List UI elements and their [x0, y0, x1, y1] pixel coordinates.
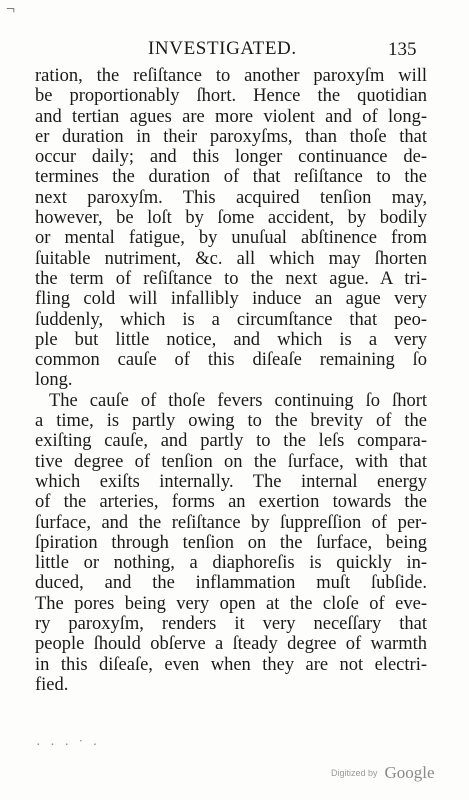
- text-line: exiſting cauſe, and partly to the leſs compara-: [35, 431, 427, 452]
- text-line: termines the duration of that reſiſtance to the: [35, 167, 427, 188]
- watermark-google-logo: Google: [384, 763, 435, 782]
- text-line: ſurface, and the reſiſtance by ſuppreſſion of per-: [35, 512, 427, 533]
- running-title: INVESTIGATED.: [148, 38, 297, 59]
- text-line: the term of reſiſtance to the next ague. A tri-: [35, 268, 427, 289]
- text-line: or mental fatigue, by unuſual abſtinence from: [35, 228, 427, 249]
- text-line: duced, and the inflammation muſt ſubſide.: [35, 573, 427, 594]
- google-watermark: [331, 763, 435, 785]
- page-number: 135: [388, 39, 417, 60]
- text-line: however, be loſt by ſome accident, by bodily: [35, 208, 427, 229]
- text-line: long.: [35, 370, 73, 391]
- body-text: [35, 66, 427, 695]
- text-line: which exiſts internally. The internal energy: [35, 471, 427, 492]
- paragraph-container: [35, 66, 427, 695]
- text-line: fling cold will infallibly induce an ague very: [35, 289, 427, 310]
- paragraph: [35, 391, 427, 695]
- text-line: The cauſe of thoſe fevers continuing ſo ſhort: [49, 390, 427, 411]
- text-line: occur daily; and this longer continuance de-: [35, 147, 427, 168]
- text-line: fied.: [35, 674, 69, 695]
- text-line: ple but little notice, and which is a very: [35, 329, 427, 350]
- paragraph: [35, 66, 427, 391]
- text-line: ſuddenly, which is a circumſtance that peo-: [35, 309, 427, 330]
- text-line: in this diſeaſe, even when they are not electri-: [35, 654, 427, 675]
- corner-mark: ¬: [6, 1, 16, 18]
- watermark-digitized-by: Digitized by: [331, 768, 378, 778]
- text-line: common cauſe of this diſeaſe remaining ſo: [35, 350, 427, 371]
- text-line: ſpiration through tenſion on the ſurface, being: [35, 532, 427, 553]
- text-line: and tertian agues are more violent and of long-: [35, 106, 427, 127]
- text-line: ry paroxyſm, renders it very neceſſary that: [35, 614, 427, 635]
- stray-marks: · · · ˙ ·: [36, 738, 101, 753]
- running-head: [0, 38, 469, 64]
- text-line: The pores being very open at the cloſe of eve-: [35, 593, 427, 614]
- text-line: of the arteries, forms an exertion towards the: [35, 492, 427, 513]
- text-line: next paroxyſm. This acquired tenſion may,: [35, 187, 427, 208]
- text-line: er duration in their paroxyſms, than thoſe that: [35, 126, 427, 147]
- text-line: be proportionably ſhort. Hence the quotidian: [35, 86, 427, 107]
- text-line: people ſhould obſerve a ſteady degree of warmth: [35, 634, 427, 655]
- text-line: ration, the reſiſtance to another paroxyſm will: [35, 66, 427, 86]
- text-line: tive degree of tenſion on the ſurface, with that: [35, 451, 427, 472]
- text-line: little or nothing, a diaphoreſis is quickly in-: [35, 553, 427, 574]
- text-line: a time, is partly owing to the brevity of the: [35, 411, 427, 432]
- text-line: ſuitable nutriment, &c. all which may ſhorten: [35, 248, 427, 269]
